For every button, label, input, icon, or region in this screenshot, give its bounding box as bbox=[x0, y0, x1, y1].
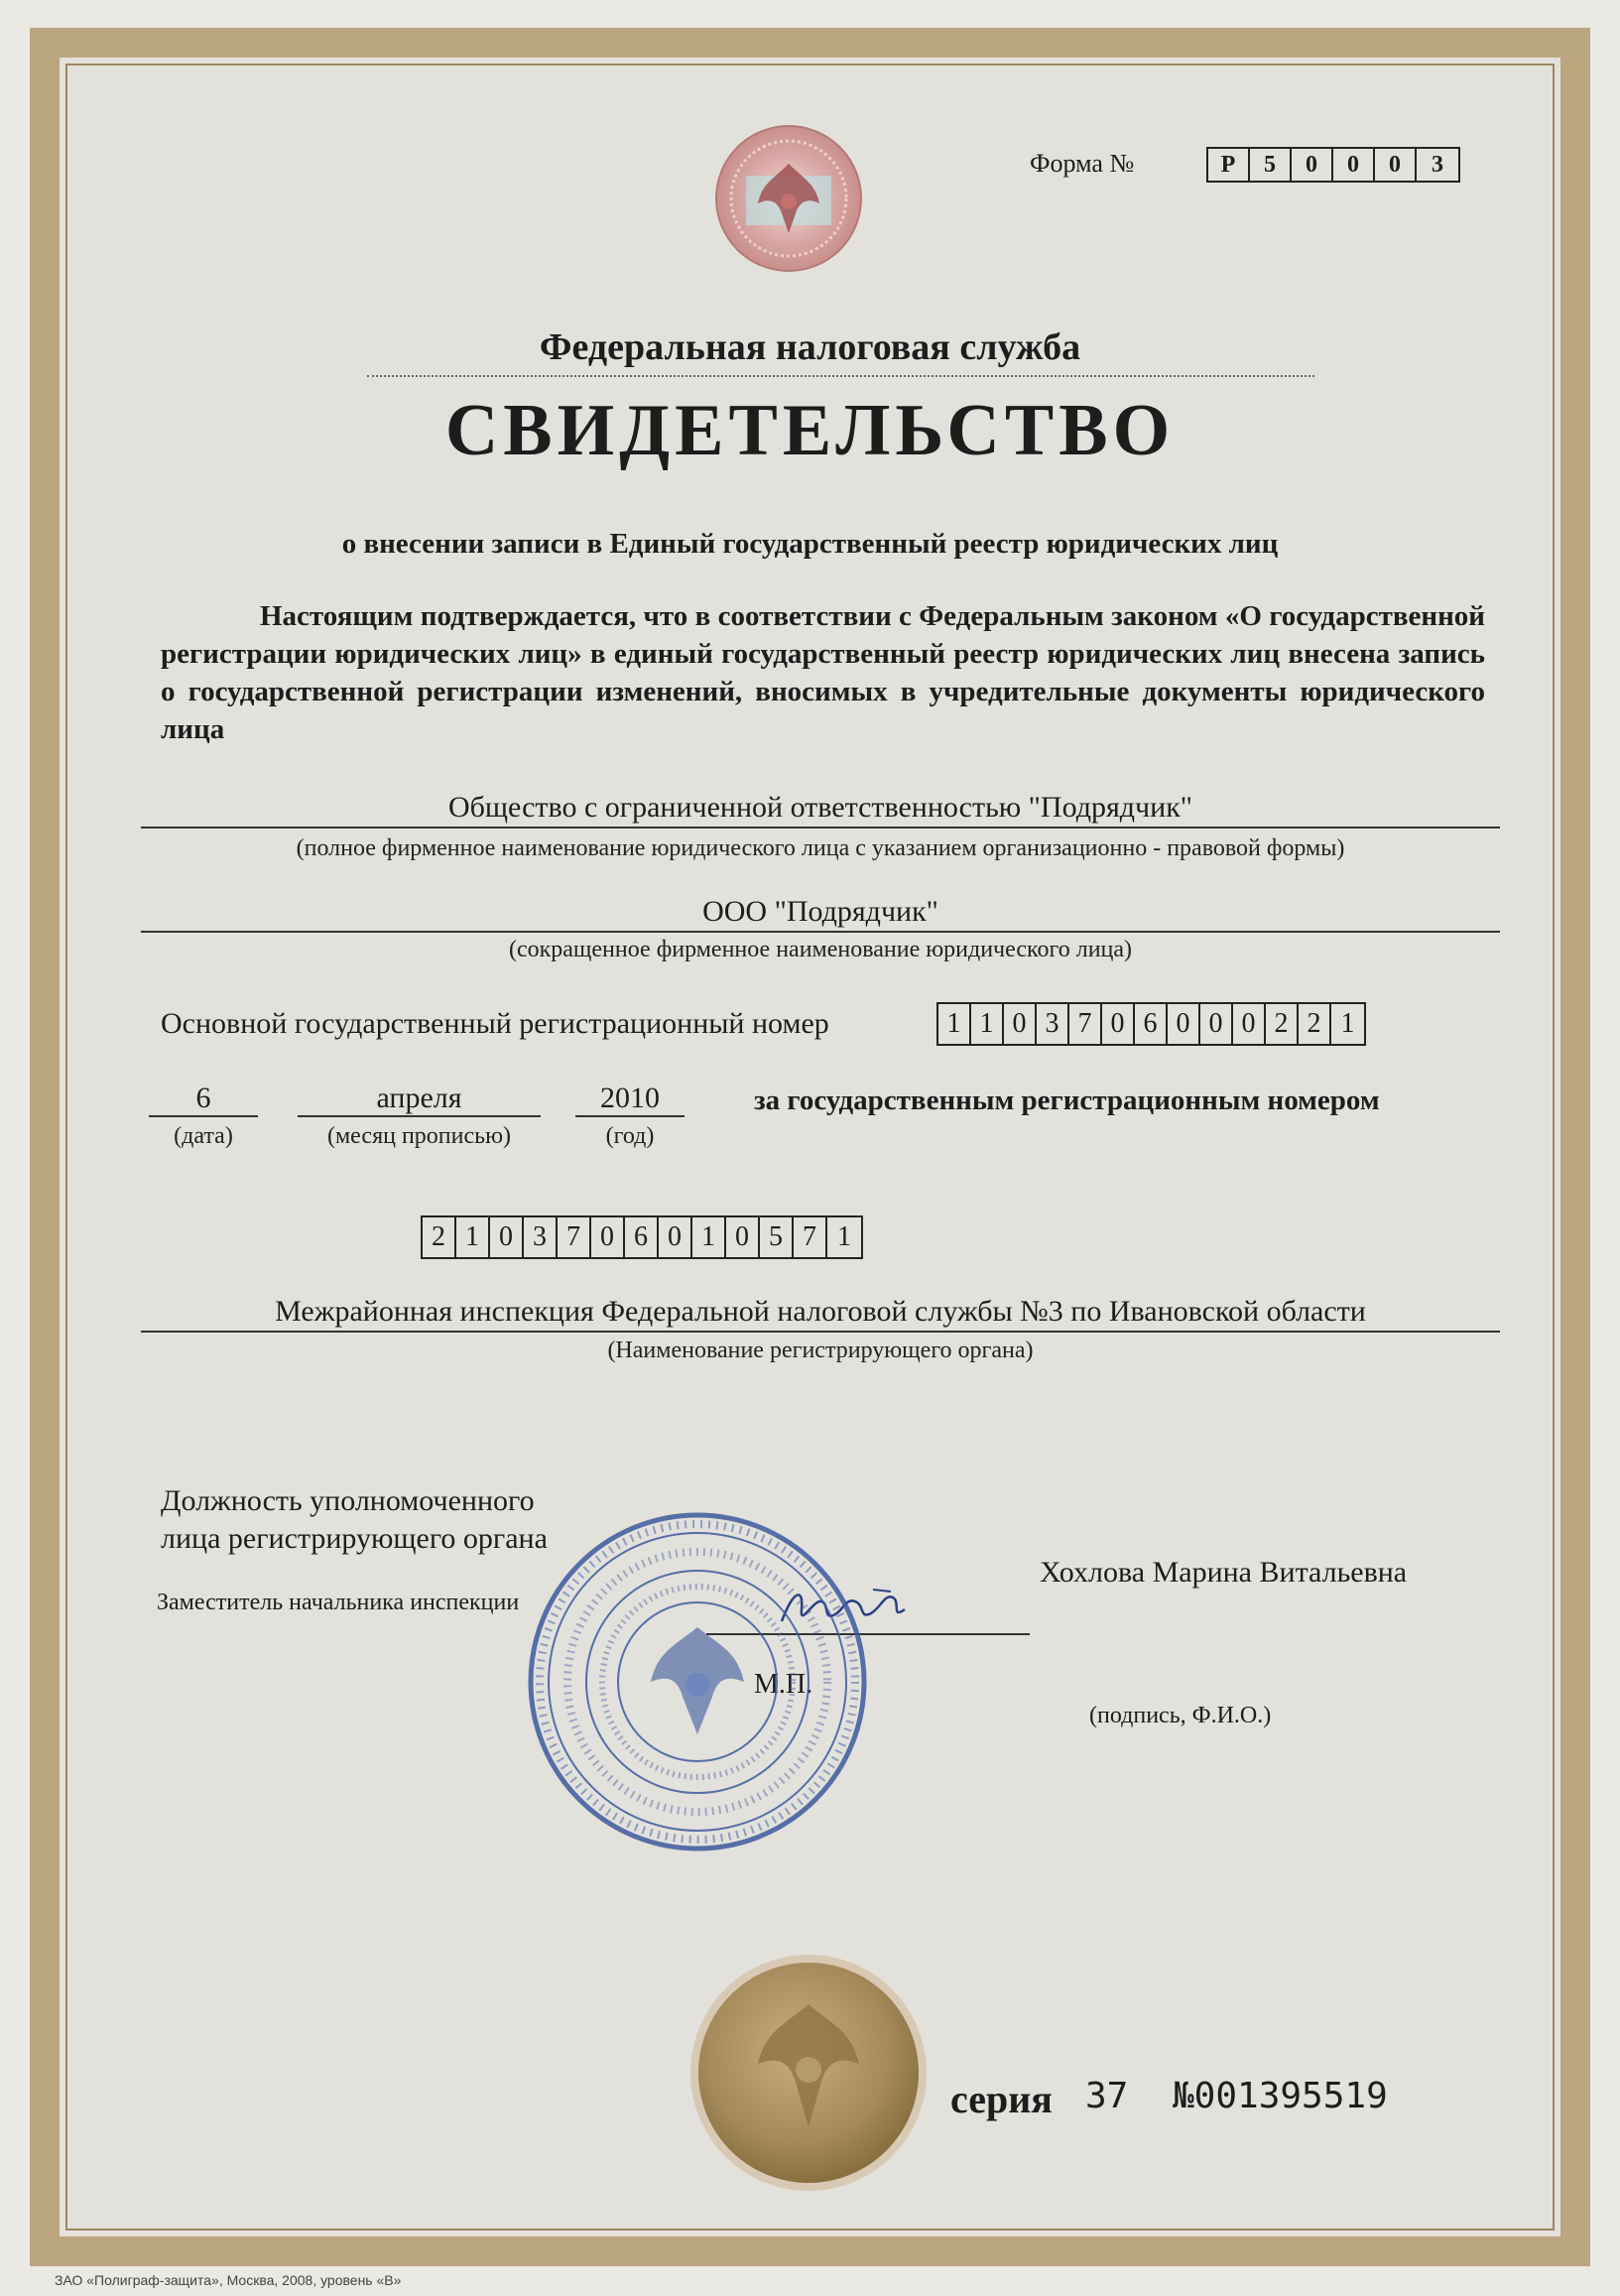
short-name-caption: (сокращенное фирменное наименование юридического лица) bbox=[508, 937, 1133, 962]
grn-digit: 0 bbox=[490, 1217, 524, 1257]
header-dotted-rule bbox=[367, 375, 1314, 377]
serial-label: серия bbox=[950, 2077, 1053, 2121]
form-code-cell: 5 bbox=[1250, 149, 1292, 181]
grn-digit: 7 bbox=[558, 1217, 591, 1257]
grn-digit: 0 bbox=[726, 1217, 760, 1257]
date-month-caption: (месяц прописью) bbox=[326, 1123, 511, 1149]
official-stamp bbox=[524, 1508, 871, 1855]
grn-digit: 5 bbox=[760, 1217, 794, 1257]
authority-caption: (Наименование регистрирующего органа) bbox=[607, 1338, 1034, 1363]
form-code-cell: 0 bbox=[1333, 149, 1375, 181]
grn-digit: 1 bbox=[456, 1217, 490, 1257]
mp-label: М.П. bbox=[754, 1669, 813, 1700]
form-code-cell: Р bbox=[1208, 149, 1250, 181]
grn-boxes bbox=[421, 1215, 863, 1259]
grn-digit: 7 bbox=[794, 1217, 827, 1257]
date-day-caption: (дата) bbox=[174, 1123, 233, 1149]
ogrn-digit: 1 bbox=[971, 1004, 1004, 1044]
document-title: СВИДЕТЕЛЬСТВО bbox=[444, 390, 1176, 471]
date-year-caption: (год) bbox=[605, 1123, 655, 1149]
form-label: Форма № bbox=[1030, 149, 1135, 178]
signer-name: Хохлова Марина Витальевна bbox=[1040, 1556, 1408, 1589]
ogrn-digit: 0 bbox=[1200, 1004, 1233, 1044]
hologram-emblem bbox=[714, 124, 863, 273]
ogrn-digit: 2 bbox=[1266, 1004, 1299, 1044]
authority-name: Межрайонная инспекция Федеральной налоговой службы №3 по Ивановской области bbox=[141, 1295, 1500, 1333]
date-year: 2010 bbox=[575, 1082, 685, 1117]
ogrn-digit: 1 bbox=[1340, 1008, 1355, 1039]
ogrn-boxes bbox=[936, 1002, 1366, 1046]
position-label-line-1: Должность уполномоченного bbox=[161, 1484, 535, 1517]
agency-name: Федеральная налоговая служба bbox=[539, 326, 1081, 368]
grn-digit: 3 bbox=[524, 1217, 558, 1257]
ogrn-digit: 6 bbox=[1135, 1004, 1168, 1044]
form-code-cell: 0 bbox=[1375, 149, 1417, 181]
ogrn-digit: 0 bbox=[1102, 1004, 1135, 1044]
ogrn-digit: 0 bbox=[1168, 1004, 1200, 1044]
grn-label: за государственным регистрационным номером bbox=[754, 1084, 1380, 1116]
grn-digit: 0 bbox=[591, 1217, 625, 1257]
body-paragraph: Настоящим подтверждается, что в соответствии с Федеральным законом «О государственной регистрации юридических лиц» в единый государственный реестр юридических лиц внесена запись о государственной регистрации изменений, вносимых в учредительные документы юридического лица bbox=[161, 600, 1485, 745]
grn-digit: 0 bbox=[659, 1217, 692, 1257]
ogrn-digit: 2 bbox=[1299, 1004, 1331, 1044]
grn-digit: 1 bbox=[837, 1221, 851, 1252]
signature-caption: (подпись, Ф.И.О.) bbox=[1089, 1703, 1272, 1728]
full-name-caption: (полное фирменное наименование юридического лица с указанием организационно - правовой формы) bbox=[296, 835, 1345, 861]
grn-digit: 1 bbox=[692, 1217, 726, 1257]
grn-digit: 6 bbox=[625, 1217, 659, 1257]
grn-digit: 2 bbox=[423, 1217, 456, 1257]
serial-series: 37 bbox=[1085, 2076, 1129, 2116]
date-day: 6 bbox=[149, 1082, 258, 1117]
entity-short-name: ООО "Подрядчик" bbox=[141, 895, 1500, 933]
document-subtitle: о внесении записи в Единый государственный реестр юридических лиц bbox=[341, 528, 1279, 560]
ogrn-digit: 7 bbox=[1069, 1004, 1102, 1044]
entity-full-name: Общество с ограниченной ответственностью "Подрядчик" bbox=[141, 791, 1500, 829]
ogrn-label: Основной государственный регистрационный номер bbox=[161, 1007, 829, 1040]
ogrn-digit: 0 bbox=[1233, 1004, 1266, 1044]
form-code-cell: 0 bbox=[1292, 149, 1333, 181]
position-label-line-2: лица регистрирующего органа bbox=[161, 1522, 548, 1555]
gold-seal bbox=[688, 1953, 929, 2193]
position-title: Заместитель начальника инспекции bbox=[157, 1590, 520, 1615]
date-month: апреля bbox=[298, 1082, 541, 1117]
ogrn-digit: 1 bbox=[938, 1004, 971, 1044]
form-code-boxes bbox=[1206, 147, 1460, 183]
form-code-cell: 3 bbox=[1432, 151, 1443, 178]
ogrn-digit: 3 bbox=[1037, 1004, 1069, 1044]
serial-number: №001395519 bbox=[1173, 2076, 1388, 2116]
printer-footer: ЗАО «Полиграф-защита», Москва, 2008, уровень «В» bbox=[55, 2272, 402, 2288]
ogrn-digit: 0 bbox=[1004, 1004, 1037, 1044]
